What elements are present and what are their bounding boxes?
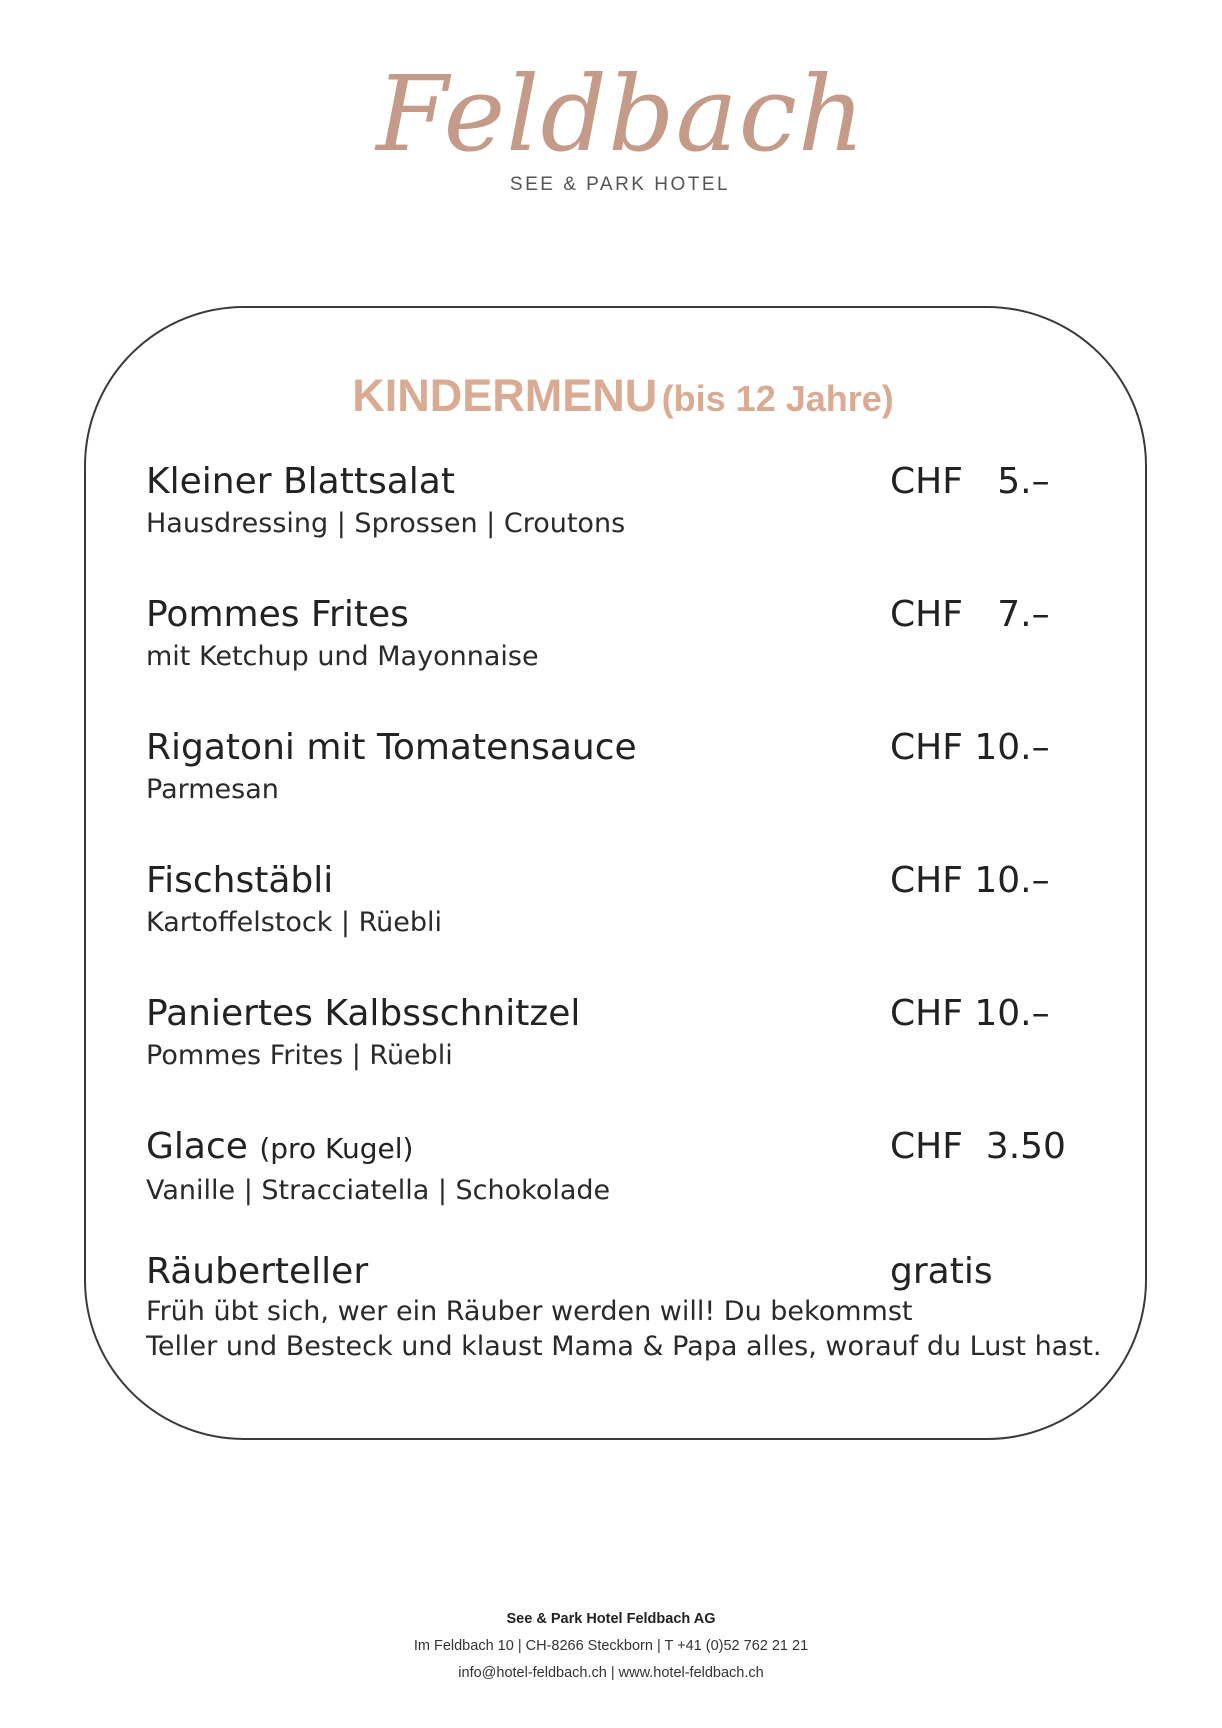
menu-item-note: (pro Kugel) <box>259 1132 414 1165</box>
menu-item-description: Früh übt sich, wer ein Räuber werden will! Du bekommst <box>146 1296 913 1327</box>
menu-item <box>146 859 1086 940</box>
menu-item-price: CHF 3.50 <box>890 1126 1066 1167</box>
menu-item <box>146 1125 1086 1208</box>
menu-item-description-line2: Teller und Besteck und klaust Mama & Papa alles, worauf du Lust hast. <box>146 1331 1102 1362</box>
menu-item-price: gratis <box>890 1251 993 1292</box>
menu-item-description: Hausdressing | Sprossen | Croutons <box>146 508 626 539</box>
menu-item-name: Pommes Frites <box>146 594 409 635</box>
menu-item-price: CHF 10.– <box>890 860 1050 901</box>
menu-item-name: Glace <box>146 1126 248 1167</box>
menu-item <box>146 460 1086 541</box>
hotel-logo <box>0 53 1222 196</box>
footer <box>0 1606 1222 1687</box>
menu-item <box>146 1250 1102 1364</box>
menu-title <box>12 370 1222 422</box>
menu-item <box>146 992 1086 1073</box>
menu-item-description: Parmesan <box>146 774 279 805</box>
menu-item <box>146 726 1086 807</box>
menu-item-name: Paniertes Kalbsschnitzel <box>146 993 581 1034</box>
footer-contact[interactable]: info@hotel-feldbach.ch | www.hotel-feldbach.ch <box>458 1665 764 1681</box>
menu-item-price: CHF 7.– <box>890 594 1050 635</box>
menu-item-name: Fischstäbli <box>146 860 334 901</box>
logo-subtitle: SEE & PARK HOTEL <box>509 174 731 195</box>
footer-company: See & Park Hotel Feldbach AG <box>506 1611 716 1627</box>
logo-script: Feldbach <box>376 53 866 175</box>
menu-item-description: Pommes Frites | Rüebli <box>146 1040 453 1071</box>
menu-item <box>146 593 1086 674</box>
menu-title-main: KINDERMENU <box>352 370 658 421</box>
menu-item-description: mit Ketchup und Mayonnaise <box>146 641 539 672</box>
menu-item-price: CHF 10.– <box>890 993 1050 1034</box>
menu-item-name: Rigatoni mit Tomatensauce <box>146 727 637 768</box>
menu-item-description: Kartoffelstock | Rüebli <box>146 907 443 938</box>
menu-item-name: Räuberteller <box>146 1251 369 1292</box>
menu-item-description: Vanille | Stracciatella | Schokolade <box>146 1175 611 1206</box>
menu-item-price: CHF 10.– <box>890 727 1050 768</box>
menu-item-price: CHF 5.– <box>890 461 1050 502</box>
footer-address: Im Feldbach 10 | CH-8266 Steckborn | T +41 (0)52 762 21 21 <box>413 1638 809 1654</box>
menu-title-suffix: (bis 12 Jahre) <box>661 378 894 419</box>
menu-item-name: Kleiner Blattsalat <box>146 461 455 502</box>
